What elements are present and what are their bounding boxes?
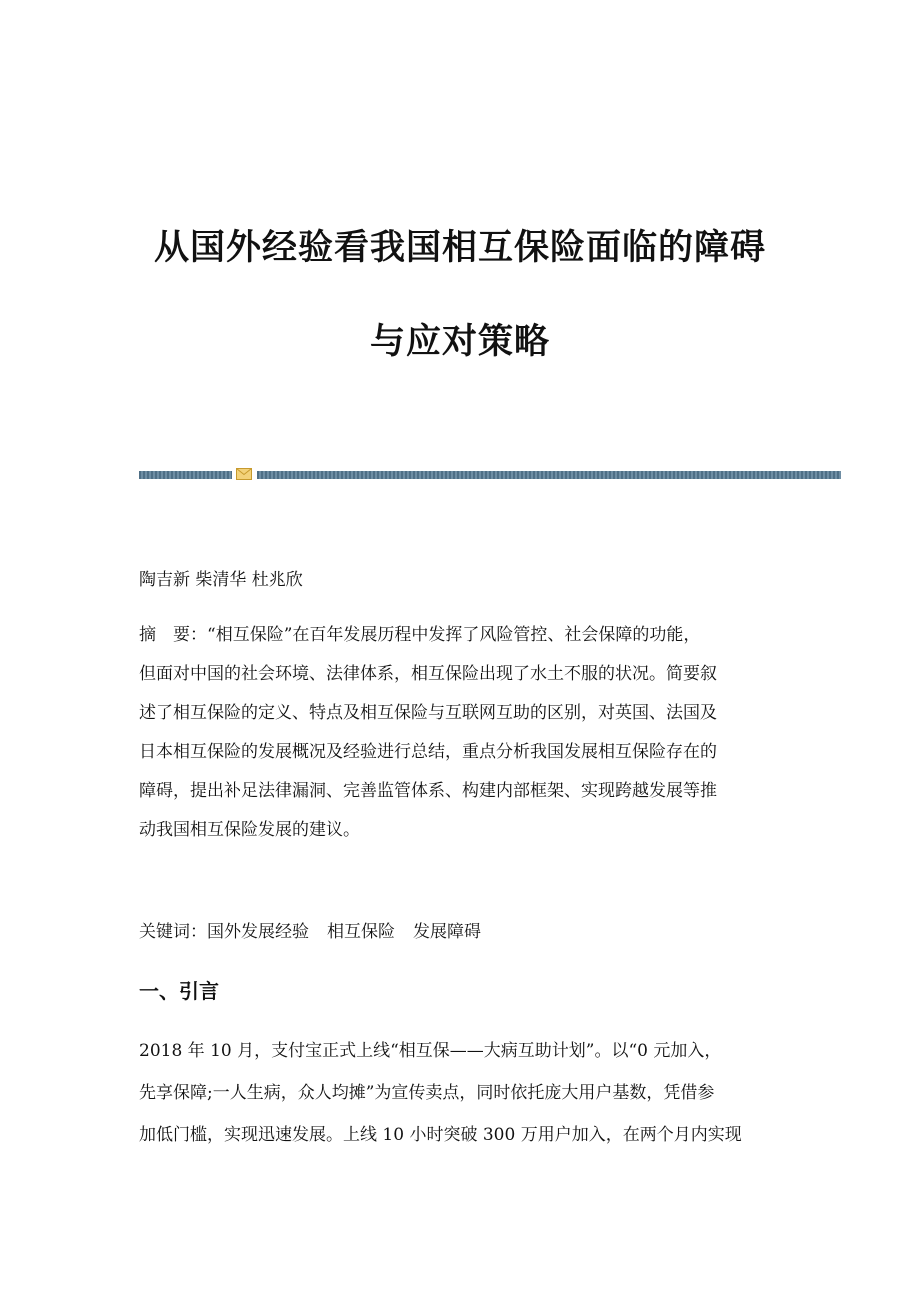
section-body [139, 1032, 742, 1158]
keywords [139, 913, 499, 952]
keyword-item: 发展障碍 [413, 922, 481, 942]
body-line: 2018 年 10 月，支付宝正式上线“相互保——大病互助计划”。以“0 元加入， [139, 1041, 722, 1061]
body-line: 先享保障;一人生病，众人均摊”为宣传卖点，同时依托庞大用户基数，凭借参 [139, 1083, 715, 1103]
keywords-label: 关键词： [139, 922, 207, 942]
body-line: 加低门槛，实现迅速发展。上线 10 小时突破 300 万用户加入，在两个月内实现 [139, 1125, 742, 1145]
abstract-line: 但面对中国的社会环境、法律体系，相互保险出现了水土不服的状况。简要叙 [139, 664, 717, 684]
author-list: 陶吉新 柴清华 杜兆欣 [139, 570, 303, 590]
keyword-item: 国外发展经验 [207, 922, 309, 942]
abstract-line: 述了相互保险的定义、特点及相互保险与互联网互助的区别，对英国、法国及 [139, 703, 717, 723]
abstract-line: 摘 要：“相互保险”在百年发展历程中发挥了风险管控、社会保障的功能， [139, 625, 701, 645]
envelope-icon [236, 468, 252, 480]
page-title-line-1: 从国外经验看我国相互保险面临的障碍 [153, 228, 766, 268]
abstract-line: 日本相互保险的发展概况及经验进行总结，重点分析我国发展相互保险存在的 [139, 742, 717, 762]
section-heading: 一、引言 [139, 979, 219, 1003]
divider-right-bar [257, 471, 841, 479]
abstract [139, 616, 717, 850]
divider-left-bar [139, 471, 232, 479]
page-title-line-2: 与应对策略 [369, 322, 550, 362]
title-divider [139, 471, 841, 479]
abstract-line: 障碍，提出补足法律漏洞、完善监管体系、构建内部框架、实现跨越发展等推 [139, 781, 717, 801]
abstract-line: 动我国相互保险发展的建议。 [139, 820, 360, 840]
keyword-item: 相互保险 [327, 922, 395, 942]
